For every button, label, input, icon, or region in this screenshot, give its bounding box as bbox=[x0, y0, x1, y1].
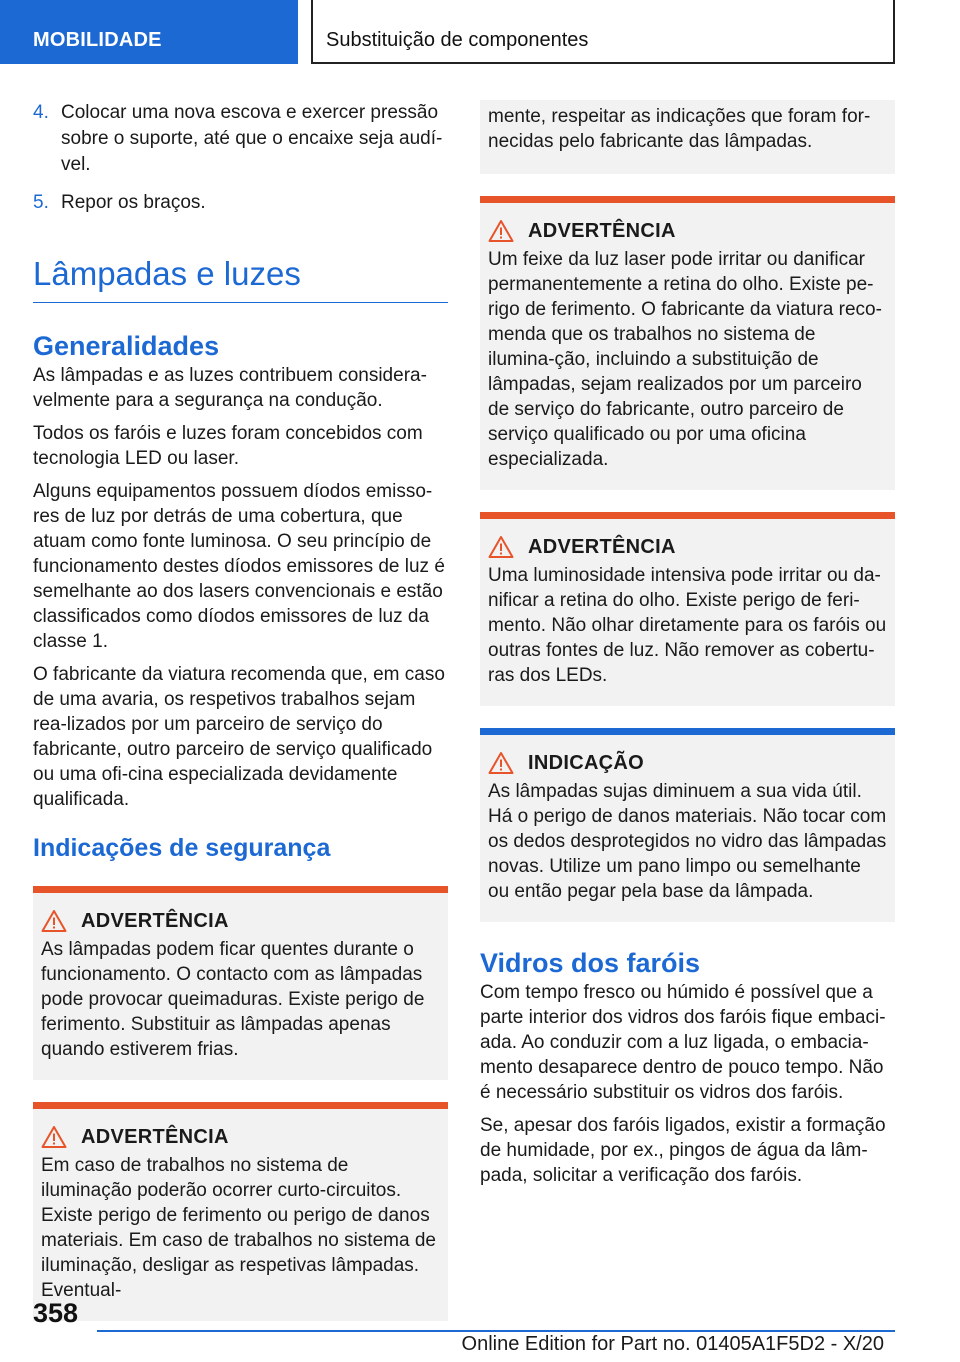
warning-title: ADVERTÊNCIA bbox=[528, 535, 676, 558]
warning-triangle-icon bbox=[488, 535, 514, 559]
section-heading: Lâmpadas e luzes bbox=[33, 254, 448, 303]
warning-box bbox=[480, 512, 895, 706]
warning-triangle-icon bbox=[488, 219, 514, 243]
chapter-title: Substituição de componentes bbox=[311, 0, 895, 64]
page-number: 358 bbox=[33, 1298, 79, 1328]
left-column bbox=[33, 100, 448, 1321]
edition-footer: Online Edition for Part no. 01405A1F5D2 - X/20 bbox=[461, 1333, 884, 1355]
step-item bbox=[33, 190, 448, 216]
warning-text: As lâmpadas podem ficar quentes durante o funcionamento. O contacto com as lâmpadas pode provocar queimaduras. Existe perigo de ferimento. Substituir as lâmpadas apenas quando estiverem frias. bbox=[41, 939, 425, 1060]
footer-divider bbox=[97, 1330, 895, 1332]
warning-title: ADVERTÊNCIA bbox=[81, 1125, 229, 1148]
subsection-heading: Generalidades bbox=[33, 331, 220, 361]
warning-text: Um feixe da luz laser pode irritar ou danificar permanentemente a retina do olho. Existe pe‐rigo de ferimento. O fabricante da viatura reco‐menda que os trabalhos no sistema de ilumina‐ção, incluindo a substituição de lâmpadas, sejam realizados por um parceiro de serviço do fabricante, outro parceiro de serviço qualificado ou por uma oficina especializada. bbox=[488, 249, 882, 470]
warning-text: Uma luminosidade intensiva pode irritar ou da‐nificar a retina do olho. Existe perigo de feri‐mento. Não olhar diretamente para os faróis ou outras fontes de luz. Não remover as cobertu‐ras dos LEDs. bbox=[488, 565, 887, 686]
warning-title: ADVERTÊNCIA bbox=[528, 219, 676, 242]
paragraph: Todos os faróis e luzes foram concebidos com tecnologia LED ou laser. bbox=[33, 423, 423, 469]
warning-triangle-icon bbox=[41, 1125, 67, 1149]
subsection-heading: Indicações de segurança bbox=[33, 834, 331, 862]
paragraph: Alguns equipamentos possuem díodos emisso‐res de luz por detrás de uma cobertura, que atuam como fonte luminosa. O seu princípio de funcionamento destes díodos emissores de luz é semelhante ao dos lasers convencionais e estão classificados como díodos emissores de luz da classe 1. bbox=[33, 481, 445, 652]
note-box bbox=[480, 728, 895, 922]
note-title: INDICAÇÃO bbox=[528, 751, 645, 774]
paragraph: O fabricante da viatura recomenda que, em caso de uma avaria, os respetivos trabalhos sejam rea‐lizados por um parceiro de serviço do fabricante, outro parceiro de serviço qualificado ou uma ofi‐cina especializada devidamente qualificada. bbox=[33, 664, 445, 810]
warning-title: ADVERTÊNCIA bbox=[81, 909, 229, 932]
warning-text: mente, respeitar as indicações que foram for‐necidas pelo fabricante das lâmpadas. bbox=[488, 106, 871, 152]
warning-box bbox=[480, 196, 895, 490]
warning-triangle-icon bbox=[488, 751, 514, 775]
warning-text: Em caso de trabalhos no sistema de iluminação poderão ocorrer curto-circuitos. Existe perigo de ferimento ou perigo de danos materiais. Em caso de trabalhos no sistema de iluminação, desligar as respetivas lâmpadas. Eventual‐ bbox=[41, 1155, 436, 1301]
warning-box bbox=[33, 886, 448, 1080]
paragraph: Com tempo fresco ou húmido é possível que a parte interior dos vidros dos faróis fique embaci‐ada. Ao conduzir com a luz ligada, o embacia‐mento desaparece dentro de pouco tempo. Não é necessário substituir os vidros dos faróis. bbox=[480, 982, 886, 1103]
step-text: Colocar uma nova escova e exercer pressão sobre o suporte, até que o encaixe seja audí‐vel. bbox=[61, 102, 443, 175]
step-number: 5. bbox=[33, 192, 49, 213]
paragraph: Se, apesar dos faróis ligados, existir a formação de humidade, por ex., pingos de água da lâm‐pada, solicitar a verificação dos faróis. bbox=[480, 1115, 886, 1186]
step-item bbox=[33, 100, 448, 178]
step-number: 4. bbox=[33, 102, 49, 123]
warning-triangle-icon bbox=[41, 909, 67, 933]
subsection-heading: Vidros dos faróis bbox=[480, 948, 701, 978]
paragraph: As lâmpadas e as luzes contribuem considera‐velmente para a segurança na condução. bbox=[33, 365, 427, 411]
section-tab: MOBILIDADE bbox=[0, 0, 298, 64]
warning-continuation bbox=[480, 100, 895, 174]
step-text: Repor os braços. bbox=[61, 192, 206, 213]
note-text: As lâmpadas sujas diminuem a sua vida útil. Há o perigo de danos materiais. Não tocar com os dedos desprotegidos no vidro das lâmpadas novas. Utilize um pano limpo ou semelhante ou então pegar pela base da lâmpada. bbox=[488, 781, 887, 902]
warning-box bbox=[33, 1102, 448, 1321]
right-column bbox=[480, 100, 895, 1196]
